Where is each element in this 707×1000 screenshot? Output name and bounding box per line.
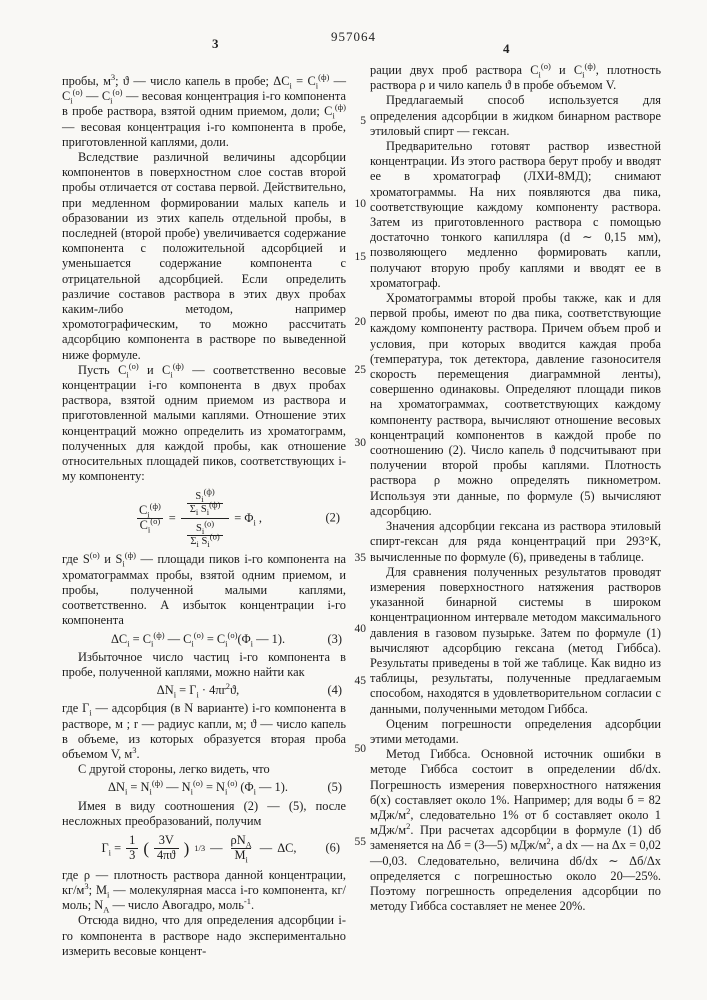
line-number-55: 55 — [354, 836, 366, 848]
fraction-denominator: $\Sigma_i$ $S_i^{(о)}$ — [187, 535, 222, 548]
fraction-numerator: $S_i^{(о)}$ — [195, 518, 215, 537]
equation-2 — [62, 486, 340, 549]
paragraph: Вследствие различной величины адсорбции компонентов в поверхностном слое состав второй пробы отличается от состава первой. Действительно, при медленном формировании малых капель и образовании из этих капель отдельной пробы, в последней (второй пробе) увеличивается содержание компонента с положительной адсорбцией и уменьшается содержание компонента с отрицательной адсорбцией. Если определить различие составов раствора в этих двух пробах каким-либо методом, например хромотографическим, то можно рассчитать адсорбцию компонента в растворе по выведенной ниже формуле. — [62, 150, 346, 362]
fraction-numerator: $S_i^{(ф)}$ — [195, 486, 215, 505]
page-number-right: 4 — [503, 41, 510, 56]
open-paren: ( — [143, 838, 149, 858]
equation-3 — [62, 629, 342, 648]
equation-body: $\Delta C_i = C_i^{(ф)}$ — $C_i^{(о)} = C_i^{(о)}(\Phi_i$ — 1). — [110, 629, 286, 648]
page-number-left: 3 — [212, 36, 219, 51]
paragraph: Хроматограммы второй пробы также, как и для первой пробы, имеют по два пика, соответствующие каждому компоненту раствора. Причем объем проб и условия, при которых вводится каждая проба (температура, ток детектора, давление газоносителя скорость перемещения диаграммной ленты), совершенно одинаковы. Определяют площади пиков на хроматограммах, соответствующих каждому компоненту раствора, вычисляют отношение весовых концентраций компонентов в каждой пробе по соотношению (2). Число капель ϑ подсчитывают при получении второй пробы каплями. Плотность раствора ρ можно определять пикнометром. Используя эти данные, по формуле (5) вычисляют адсорбцию. — [370, 291, 661, 518]
close-paren: ) — [183, 838, 190, 858]
paragraph: Предварительно готовят раствор известной концентрации. Из этого раствора берут пробу и вводят ее в хроматограф (ЛХИ-8МД); снимают хроматограммы. На них появляются два пика, соответствующие каждому компоненту раствора. Затем из приготовленного раствора с помощью достаточно тонкого капилляра (d ∼ 0,15 мм), позволяющего медленно формировать капли, получают вторую пробу каплями и вводят ее в хроматограф. — [370, 139, 661, 290]
paragraph-continuation: где $S^{(о)}$ и $S_i^{(ф)}$ — площади пиков i-го компонента на хроматограммах пробы, взятой одним приемом, и пробы, полученной малыми каплями, соответственно. А избыток концентрации i-го компонента — [62, 550, 347, 628]
equation-body: $\Delta N_i = N_i^{(ф)}$ — $N_i^{(о)} = N_i^{(о)}$ ($\Phi_i$ — 1). — [108, 778, 288, 797]
equation-number: (5) — [327, 780, 342, 795]
paragraph: Для сравнения полученных результатов проводят измерения поверхностного натяжения растворов указанной бинарной системы в широком концентрационном интервале методом максимального давления в газовом пузырьке. Затем по формуле (1) вычисляют адсорбцию гексана (метод Гиббса). Результаты приведены в той же таблице. Как видно из таблицы, результаты, полученные предлагаемым способом, находятся в удовлетворительном согласии с данными, полученными методом Гиббса. — [370, 564, 661, 716]
fraction-denominator: 4πϑ — [154, 848, 179, 863]
paragraph-continuation: пробы, $м^3$; ϑ — число капель в пробе; $\Delta C_i = C_i^{(ф)}$ — $C_i^{(о)}$ — $C_i^{(о)}$ — весовая концентрация i-го компонента в пробе раствора, взятой одним приемом, доли; $C_i^{(ф)}$ — весовая концентрация i-го компонента в пробе, приготовленной каплями, доли. — [62, 71, 347, 149]
equation-body: $\Delta N_i = \Gamma_i \cdot 4\pi r^2ϑ$, — [156, 680, 240, 700]
line-number-5: 5 — [360, 115, 366, 127]
paragraph: Отсюда видно, что для определения адсорбции i-го компонента в растворе надо экспериментально измерить весовые концент- — [62, 913, 346, 958]
equals-sign: = — [168, 510, 176, 525]
equation-number: (2) — [325, 510, 340, 525]
line-number-35: 35 — [354, 552, 366, 564]
patent-number: 957064 — [331, 29, 376, 44]
fraction-denominator: $M_i$ — [231, 848, 250, 863]
fraction — [228, 834, 255, 863]
line-number-50: 50 — [354, 743, 366, 755]
right-text-column — [370, 60, 661, 914]
equation-number: (4) — [327, 683, 342, 698]
fraction-numerator: 3V — [158, 832, 174, 847]
paragraph: Оценим погрешности определения адсорбции этими методами. — [370, 716, 661, 746]
equation-number: (6) — [325, 840, 340, 855]
fraction-denominator: 3 — [126, 848, 138, 863]
fraction — [154, 834, 179, 863]
left-text-column — [62, 71, 347, 959]
paragraph: Избыточное число частиц i-го компонента в пробе, полученной каплями, можно найти как — [62, 649, 346, 679]
fraction-numerator: 1 — [129, 832, 136, 847]
fraction-denominator: $\Sigma_i$ $S_i^{(ф)}$ — [187, 503, 224, 516]
paragraph: Предлагаемый способ используется для определения адсорбции в жидком бинарном растворе этиловый спирт — гексан. — [370, 93, 661, 138]
line-number-10: 10 — [354, 198, 366, 210]
paragraph: Имея в виду соотношения (2) — (5), после несложных преобразований, получим — [62, 798, 346, 828]
separator: — — [210, 840, 223, 855]
fraction-numerator: $\rho N_A$ — [230, 832, 252, 850]
fraction — [126, 834, 138, 863]
line-number-30: 30 — [354, 437, 366, 449]
equation-lhs: $\Gamma_i$ = — [101, 840, 122, 858]
paragraph: С другой стороны, легко видеть, что — [78, 762, 270, 777]
nested-fraction — [181, 486, 230, 549]
equation-4 — [62, 680, 342, 700]
line-number-25: 25 — [354, 364, 366, 376]
paragraph: Пусть $C_i^{(о)}$ и $C_i^{(ф)}$ — соответственно весовые концентрации i-го компонента в двух пробах раствора, взятой одним приемом из раствора и приготовленной малыми каплями. Отношение этих концентраций можно определить из хроматограмм, полученных для каждой пробы, как отношение относительных площадей пиков, соответствующих i-му компоненту: — [62, 360, 347, 484]
equation-rhs: = $\Phi_i$ , — [234, 510, 263, 528]
equation-number: (3) — [327, 631, 342, 646]
equation-tail: ΔC, — [277, 840, 297, 855]
equation-6 — [62, 832, 340, 865]
exponent: 1/3 — [194, 842, 206, 853]
line-number-20: 20 — [354, 316, 366, 328]
line-number-45: 45 — [354, 675, 366, 687]
paragraph: Метод Гиббса. Основной источник ошибки в методе Гиббса состоит в определении dб/dx. Погрешность измерения поверхностного натяжения б(x) составляет около 1%. Например; для воды б = 82 мДж/$м^2$, следовательно 1% от б составляет около 1 мДж/$м^2$. При расчетах адсорбции в формуле (1) dб заменяется на Δб = (3—5) мДж/$м^2$, a dx — на Δx = 0,02—0,03. Следовательно, величина dб/dx ∼ Δб/Δx определяется с погрешностью около 20—25%. Поэтому погрешность определения адсорбции по методу Гиббса составляет не менее 20%. — [370, 747, 661, 914]
separator: — — [259, 840, 273, 855]
line-number-40: 40 — [354, 623, 366, 635]
fraction-denominator: $C_i^{(о)}$ — [137, 518, 164, 533]
line-number-15: 15 — [354, 251, 366, 263]
paragraph-continuation: рации двух проб раствора $C_i^{(о)}$ и $C_i^{(ф)}$, плотность раствора ρ и чило капель ϑ в пробе объемом V. — [370, 60, 661, 93]
fraction-numerator: $C_i^{(ф)}$ — [138, 500, 161, 520]
fraction — [136, 500, 164, 535]
equation-5 — [62, 778, 342, 797]
paragraph: Значения адсорбции гексана из раствора этиловый спирт-гексан для ряда концентраций при 293°К, вычисленные по формуле (6), приведены в таблице. — [370, 519, 661, 564]
paragraph-continuation: где ρ — плотность раствора данной концентрации, $кг/м^3$; $M_i$ — молекулярная масса i-го компонента, кг/моль; $N_A$ — число Авогадро, моль$^{-1}$. — [62, 867, 346, 915]
paragraph-continuation: где $\Gamma_i$ — адсорбция (в N варианте) i-го компонента в растворе, м ; r — радиус капли, м; ϑ — число капель в объеме, из которых образуется вторая проба объемом V, $м^3$. — [62, 701, 346, 761]
